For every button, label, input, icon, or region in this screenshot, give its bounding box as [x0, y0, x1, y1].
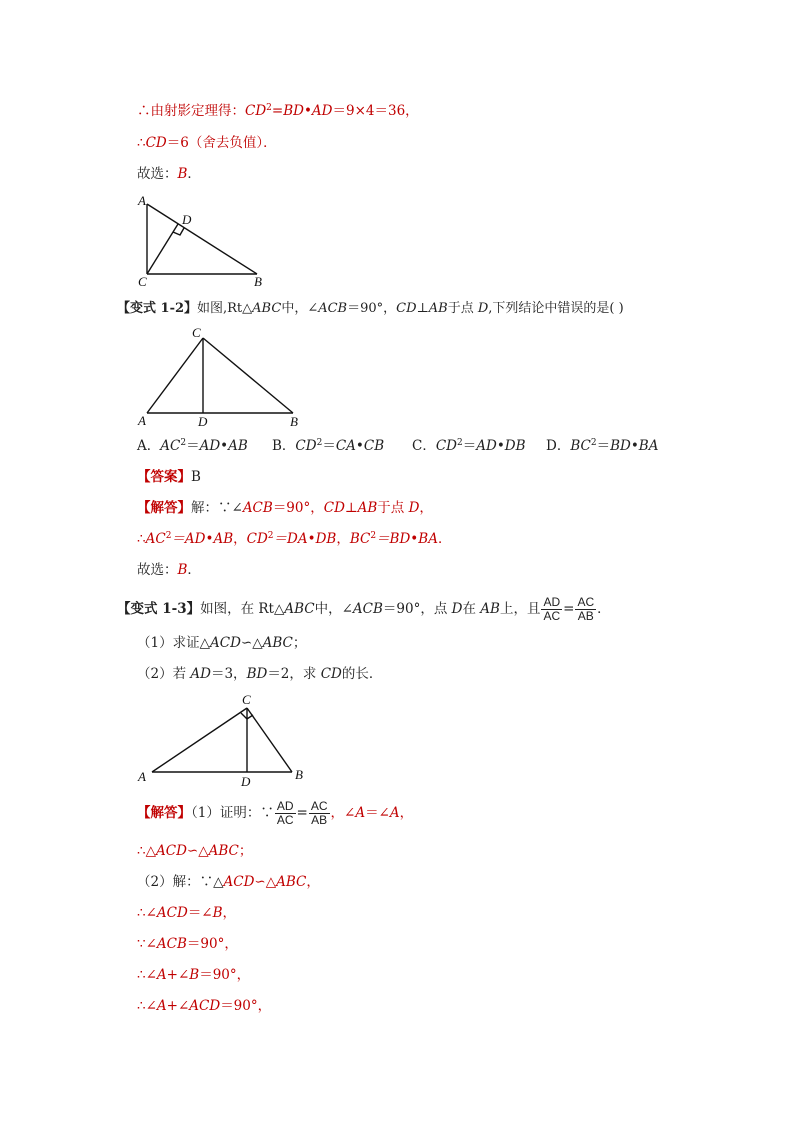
- variant-1-3-question: 【变式 1-3】如图，在 Rt△ABC中，∠ACB＝90°，点 D在 AB上，且 $\frac{AD}{AC}$ = $\frac{AC}{AB}$ ．: [117, 595, 611, 623]
- label-c: C: [138, 274, 147, 289]
- option-d[interactable]: D．$BC^2=BD•BA$: [546, 438, 659, 454]
- label-d: D: [198, 414, 208, 429]
- segment-ab: [147, 204, 257, 274]
- choice-line-2: 故选：B．: [137, 562, 201, 578]
- segment-cb: [247, 708, 292, 772]
- label-d: D: [182, 212, 192, 227]
- solution-line-1-2: 【解答】解：∵∠ACB＝90°，CD⊥AB于点 D，: [137, 500, 433, 516]
- question-part-1: （1）求证△ACD∽△ABC；: [137, 635, 307, 651]
- cd-value-line: ∴CD＝6（舍去负值）．: [137, 135, 277, 151]
- label-b: B: [254, 274, 262, 289]
- label-c: C: [192, 325, 201, 340]
- proof-step-2: ∴△ACD∽△ABC；: [137, 843, 253, 859]
- label-a: A: [138, 193, 146, 208]
- label-d: D: [241, 774, 251, 789]
- fraction-ad-ac-proof: $\frac{AD}{AC}$: [276, 799, 294, 827]
- figure-1: [130, 192, 280, 292]
- option-c[interactable]: C．$CD^2=AD•DB$: [412, 438, 526, 454]
- option-b[interactable]: B．$CD^2=CA•CB$: [272, 438, 385, 454]
- label-a: A: [138, 769, 146, 784]
- segment-ac: [152, 708, 247, 772]
- figure-2: [135, 324, 310, 434]
- solution-line-1-3: 【解答】（1）证明：∵ $\frac{AD}{AC}$ = $\frac{AC}{AB}$ ，∠A＝∠A，: [137, 799, 414, 827]
- fraction-ad-ac: $\frac{AD}{AC}$: [543, 595, 561, 623]
- proof-step-3: （2）解：∵△ACD∽△ABC，: [137, 874, 320, 890]
- proof-step-7: ∴∠A+∠ACD＝90°，: [137, 998, 272, 1014]
- fraction-ac-ab-proof: $\frac{AC}{AB}$: [310, 799, 328, 827]
- figure-3: [135, 690, 315, 795]
- projection-theorem-line: ∴由射影定理得：$CD^2=BD•AD=9\times 4=36$，: [137, 103, 419, 119]
- variant-1-2-question: 【变式 1-2】如图,Rt△ABC中，∠ACB＝90°，CD⊥AB于点 D,下列结论中错误的是( ): [117, 301, 624, 316]
- option-a[interactable]: A．$AC^2=AD•AB$: [137, 438, 248, 454]
- segment-cb: [203, 338, 293, 413]
- label-c: C: [242, 692, 251, 707]
- proof-step-5: ∵∠ACB＝90°，: [137, 936, 238, 952]
- answer-line-1-2: 【答案】B: [137, 469, 201, 485]
- question-part-2: （2）若 AD＝3，BD＝2，求 CD的长．: [137, 666, 383, 682]
- label-b: B: [295, 767, 303, 782]
- label-a: A: [138, 413, 146, 428]
- fraction-ac-ab: $\frac{AC}{AB}$: [577, 595, 595, 623]
- segment-ac: [147, 338, 203, 413]
- proof-step-4: ∴∠ACD＝∠B，: [137, 905, 237, 921]
- label-b: B: [290, 414, 298, 429]
- conclusion-line-1-2: $\therefore AC^2=AD•AB$，$CD^2=DA•DB$，$BC^2=BD•BA$．: [137, 531, 452, 547]
- choice-line-1: 故选：B．: [137, 166, 201, 182]
- proof-step-6: ∴∠A+∠B＝90°，: [137, 967, 251, 983]
